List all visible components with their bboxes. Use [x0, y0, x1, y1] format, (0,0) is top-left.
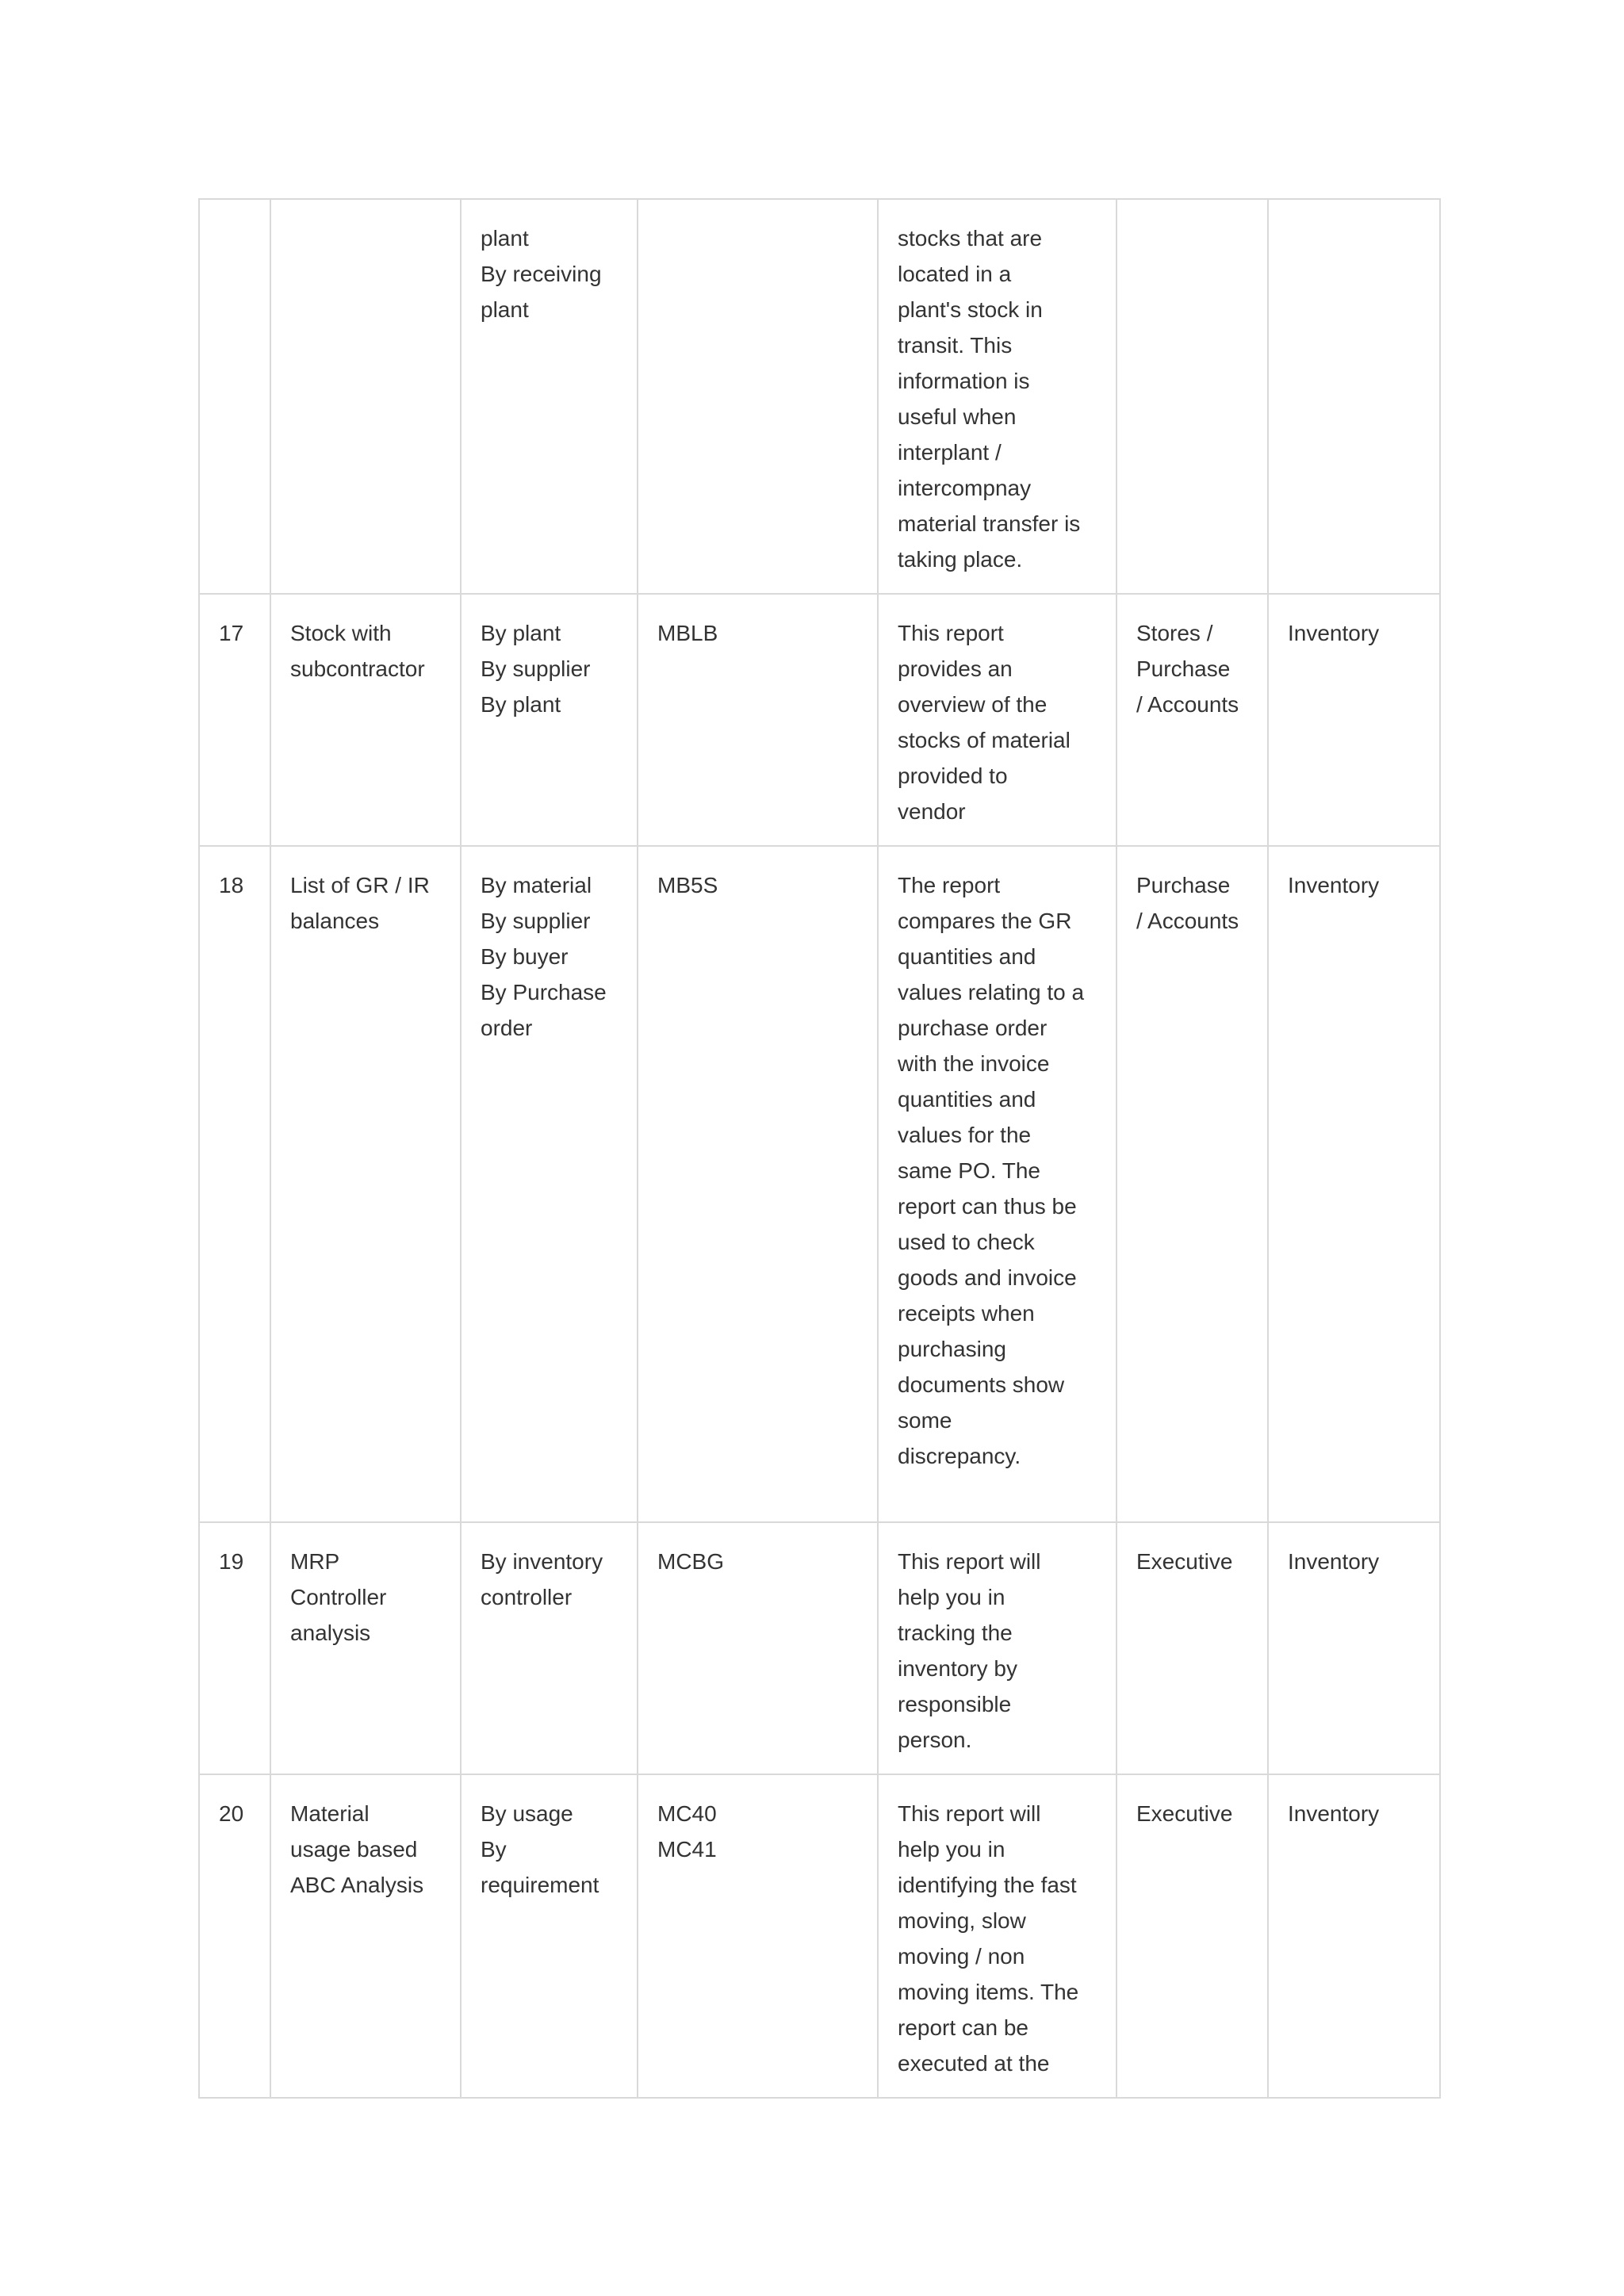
row-number: 18: [219, 873, 244, 897]
cell-report-name-line: balances: [290, 909, 380, 933]
cell-module: [1268, 594, 1440, 846]
cell-report-name-line: List of GR / IR: [290, 873, 430, 897]
cell-criteria-line: By buyer: [481, 944, 569, 969]
cell-criteria-line: By usage: [481, 1801, 573, 1826]
cell-number: [199, 594, 270, 846]
cell-description-line: material transfer is: [898, 511, 1081, 536]
cell-criteria: [461, 846, 638, 1522]
cell-users: [1116, 1522, 1268, 1774]
cell-tcode: [638, 199, 878, 594]
cell-tcode-line: MC40: [657, 1801, 717, 1826]
table-row: [199, 199, 1440, 594]
cell-description-line: moving items. The: [898, 1980, 1079, 2004]
cell-description-line: identifying the fast: [898, 1873, 1077, 1897]
cell-users-line: / Accounts: [1136, 909, 1239, 933]
cell-criteria: [461, 1522, 638, 1774]
cell-users-line: Purchase: [1136, 873, 1231, 897]
cell-description-line: some: [898, 1408, 952, 1433]
cell-module-line: Inventory: [1288, 621, 1380, 645]
cell-users-line: / Accounts: [1136, 692, 1239, 717]
cell-description: [878, 846, 1116, 1522]
table-row: [199, 1522, 1440, 1774]
cell-description-line: same PO. The: [898, 1158, 1041, 1183]
cell-number: [199, 846, 270, 1522]
cell-description-line: purchase order: [898, 1016, 1048, 1040]
row-number: 19: [219, 1549, 244, 1574]
cell-report-name-line: Controller: [290, 1585, 387, 1609]
cell-description: [878, 594, 1116, 846]
cell-tcode-line: MC41: [657, 1837, 717, 1862]
cell-report-name: [270, 594, 461, 846]
cell-tcode-line: MBLB: [657, 621, 718, 645]
cell-description-line: provides an: [898, 656, 1013, 681]
cell-module-line: Inventory: [1288, 873, 1380, 897]
cell-description-line: The report: [898, 873, 1001, 897]
cell-description: [878, 1774, 1116, 2098]
cell-description-line: This report: [898, 621, 1004, 645]
cell-description-line: transit. This: [898, 333, 1013, 358]
cell-description-line: report can thus be: [898, 1194, 1077, 1219]
cell-description-line: This report will: [898, 1549, 1041, 1574]
cell-description-line: purchasing: [898, 1337, 1006, 1361]
cell-module-line: Inventory: [1288, 1801, 1380, 1826]
cell-description-line: interplant /: [898, 440, 1002, 465]
cell-description-line: help you in: [898, 1837, 1005, 1862]
cell-report-name-line: ABC Analysis: [290, 1873, 424, 1897]
cell-description-line: located in a: [898, 262, 1012, 286]
cell-criteria-line: plant: [481, 297, 529, 322]
cell-criteria: [461, 594, 638, 846]
cell-description-line: compares the GR: [898, 909, 1072, 933]
cell-criteria-line: By inventory: [481, 1549, 603, 1574]
cell-description-line: plant's stock in: [898, 297, 1043, 322]
cell-report-name-line: Stock with: [290, 621, 392, 645]
cell-description-line: report can be: [898, 2015, 1028, 2040]
cell-number: [199, 199, 270, 594]
cell-description-line: executed at the: [898, 2051, 1050, 2076]
cell-description-line: receipts when: [898, 1301, 1035, 1326]
cell-description-line: useful when: [898, 404, 1017, 429]
cell-criteria-line: controller: [481, 1585, 573, 1609]
cell-description-line: provided to: [898, 763, 1008, 788]
cell-description-line: moving, slow: [898, 1908, 1026, 1933]
cell-description-line: intercompnay: [898, 476, 1032, 500]
cell-report-name-line: Material: [290, 1801, 370, 1826]
cell-criteria-line: By receiving: [481, 262, 602, 286]
cell-criteria-line: By Purchase: [481, 980, 607, 1004]
cell-description-line: taking place.: [898, 547, 1023, 572]
cell-description-line: overview of the: [898, 692, 1048, 717]
cell-report-name: [270, 1522, 461, 1774]
cell-criteria-line: By supplier: [481, 656, 591, 681]
cell-criteria-line: By plant: [481, 692, 561, 717]
cell-report-name-line: analysis: [290, 1621, 371, 1645]
cell-description-line: documents show: [898, 1372, 1065, 1397]
cell-tcode: [638, 594, 878, 846]
cell-description-line: tracking the: [898, 1621, 1013, 1645]
cell-module: [1268, 1774, 1440, 2098]
cell-criteria-line: By material: [481, 873, 592, 897]
cell-description-line: discrepancy.: [898, 1444, 1021, 1468]
cell-description-line: inventory by: [898, 1656, 1017, 1681]
reports-table: [198, 198, 1441, 2099]
cell-description-line: moving / non: [898, 1944, 1025, 1969]
cell-description-line: help you in: [898, 1585, 1005, 1609]
cell-description-line: stocks of material: [898, 728, 1071, 752]
cell-report-name-line: usage based: [290, 1837, 418, 1862]
cell-criteria-line: By supplier: [481, 909, 591, 933]
table-body: [199, 199, 1440, 2098]
cell-criteria-line: order: [481, 1016, 533, 1040]
cell-users-line: Executive: [1136, 1801, 1233, 1826]
cell-description-line: with the invoice: [898, 1051, 1050, 1076]
row-number: 17: [219, 621, 244, 645]
cell-users: [1116, 594, 1268, 846]
cell-users-line: Executive: [1136, 1549, 1233, 1574]
cell-report-name-line: MRP: [290, 1549, 340, 1574]
cell-number: [199, 1774, 270, 2098]
cell-criteria-line: By: [481, 1837, 507, 1862]
cell-description-line: vendor: [898, 799, 966, 824]
cell-criteria-line: By plant: [481, 621, 561, 645]
cell-report-name: [270, 199, 461, 594]
cell-description-line: quantities and: [898, 944, 1036, 969]
cell-tcode: [638, 1522, 878, 1774]
cell-criteria: [461, 199, 638, 594]
table-row: [199, 846, 1440, 1522]
cell-report-name-line: subcontractor: [290, 656, 425, 681]
cell-report-name: [270, 846, 461, 1522]
cell-tcode-line: MB5S: [657, 873, 718, 897]
cell-description-line: person.: [898, 1728, 972, 1752]
cell-criteria-line: plant: [481, 226, 529, 251]
cell-description-line: information is: [898, 369, 1030, 393]
cell-description-line: values for the: [898, 1123, 1032, 1147]
cell-description-line: responsible: [898, 1692, 1012, 1716]
cell-number: [199, 1522, 270, 1774]
cell-users-line: Purchase: [1136, 656, 1231, 681]
cell-criteria: [461, 1774, 638, 2098]
cell-criteria-line: requirement: [481, 1873, 599, 1897]
cell-tcode: [638, 1774, 878, 2098]
table-row: [199, 594, 1440, 846]
cell-tcode: [638, 846, 878, 1522]
cell-users-line: Stores /: [1136, 621, 1213, 645]
cell-tcode-line: MCBG: [657, 1549, 724, 1574]
cell-description-line: This report will: [898, 1801, 1041, 1826]
cell-users: [1116, 846, 1268, 1522]
cell-users: [1116, 1774, 1268, 2098]
cell-report-name: [270, 1774, 461, 2098]
row-number: 20: [219, 1801, 244, 1826]
cell-description-line: used to check: [898, 1230, 1035, 1254]
cell-description-line: goods and invoice: [898, 1265, 1077, 1290]
cell-module-line: Inventory: [1288, 1549, 1380, 1574]
cell-module: [1268, 846, 1440, 1522]
cell-description: [878, 1522, 1116, 1774]
cell-description-line: values relating to a: [898, 980, 1085, 1004]
cell-users: [1116, 199, 1268, 594]
cell-description-line: stocks that are: [898, 226, 1043, 251]
cell-description-line: quantities and: [898, 1087, 1036, 1112]
cell-module: [1268, 1522, 1440, 1774]
cell-module: [1268, 199, 1440, 594]
cell-description: [878, 199, 1116, 594]
table-row: [199, 1774, 1440, 2098]
